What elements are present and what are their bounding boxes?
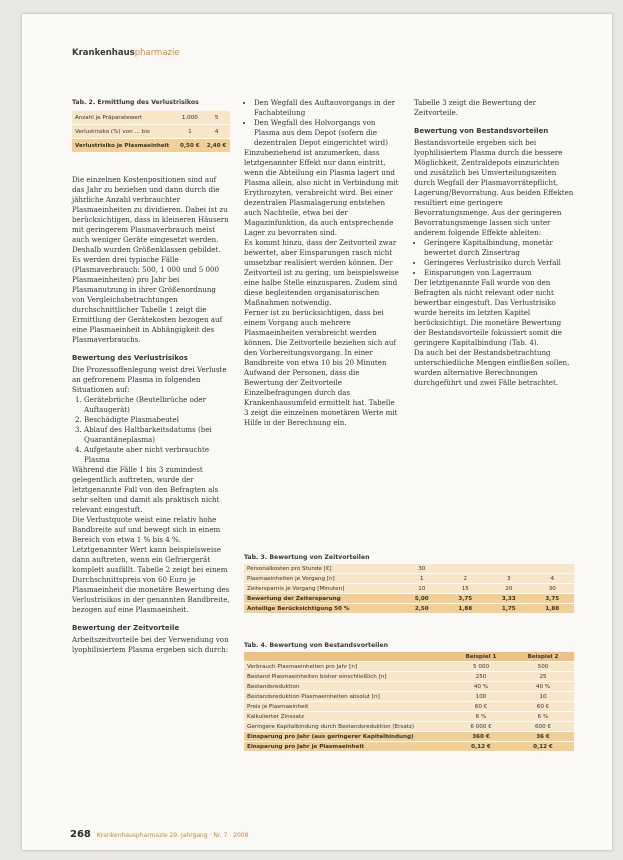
table-row [244, 584, 574, 594]
table4-block [244, 642, 574, 752]
page-footer [70, 829, 248, 840]
table-cell: 10 [512, 692, 574, 702]
table-row [244, 712, 574, 722]
list-item: • Den Wegfall des Auftauvorgangs in der Fachabteilung [254, 98, 400, 118]
bullet-list [244, 98, 400, 148]
table-cell: Verlustrisiko je Plasmaeinheit [72, 139, 176, 153]
table-cell: 1.000 [176, 111, 203, 125]
table-row [244, 702, 574, 712]
table-cell: Kalkulierter Zinssatz [244, 712, 450, 722]
table-cell: 100 [450, 692, 512, 702]
table-row [72, 139, 230, 153]
table-cell: Einsparung pro Jahr (aus geringerer Kapitalbindung) [244, 732, 450, 742]
table-cell: 30 [400, 564, 444, 574]
table-cell: 5 [203, 111, 230, 125]
table-cell [244, 652, 450, 662]
section-heading: Bewertung des Verlustrisikos [72, 354, 188, 362]
paragraph: Arbeitszeitvorteile bei der Verwendung von lyophilisiertem Plasma ergeben sich durch: [72, 635, 229, 654]
table3-block [244, 554, 574, 614]
table-cell: Bestandsreduktion [244, 682, 450, 692]
table-cell: 60 € [512, 702, 574, 712]
list-item: 2. Beschädigte Plasmabeutel [84, 415, 230, 425]
table-cell: 1 [400, 574, 444, 584]
table-row [72, 111, 230, 125]
table-cell: 600 € [512, 722, 574, 732]
column-header: Beispiel 1 [450, 652, 512, 662]
table-cell: Anzahl je Präparatewert [72, 111, 176, 125]
column-2 [244, 98, 400, 428]
table-row [244, 722, 574, 732]
paragraph: Es kommt hinzu, dass der Zeitvorteil zwar bewertet, aber Einsparungen rasch nicht umsetzbar realisiert werden können. Der Zeitvorteil ist zu gering, um beispielsweise eine halbe Stelle einzusparen. Zudem sind diese begleitenden organisatorischen Maßnahmen notwendig. [244, 238, 399, 307]
paragraph: Während die Fälle 1 bis 3 zumindest gelegentlich auftreten, wurde der letztgenannte Fall von den Befragten als sehr selten und damit als praktisch nicht relevant eingestuft. [72, 465, 220, 514]
table-cell: Geringere Kapitalbindung durch Bestandsreduktion (Ersatz) [244, 722, 450, 732]
table-cell: 2,40 € [203, 139, 230, 153]
list-item: 3. Ablauf des Haltbarkeitsdatums (bei Quarantäneplasma) [84, 425, 230, 445]
table-cell: 40 % [450, 682, 512, 692]
paragraph: Der letztgenannte Fall wurde von den Befragten als nicht relevant oder nicht bewertbar eingestuft. Das Verlustrisiko wurde bereits im letzten Kapitel berücksichtigt. Die monetäre Bewertung der Bestandsvorteile fokussiert somit die geringere Kapitalbindung (Tab. 4). [414, 278, 563, 347]
table-cell: 6 000 € [450, 722, 512, 732]
table-cell: 6 % [450, 712, 512, 722]
table-cell: 0,50 € [176, 139, 203, 153]
table-row [244, 662, 574, 672]
table-cell: 40 % [512, 682, 574, 692]
paragraph: Die Verlustquote weist eine relativ hohe Bandbreite auf und bewegt sich in einem Bereich von etwa 1 % bis 4 %. Letztgenannter Wert kann beispielsweise dann auftreten, wenn ein Gefriergerät komplett ausfällt. Tabelle 2 zeigt bei einem Durchschnittspreis von 60 Euro je Plasmaeinheit die monetäre Bewertung des Verlustrisikos in der genannten Bandbreite, bezogen auf eine Plasmaeinheit. [72, 515, 230, 614]
brand-main: Krankenhaus [72, 48, 135, 58]
table-header-row [244, 652, 574, 662]
paragraph: Die einzelnen Kostenpositionen sind auf das Jahr zu beziehen und dann durch die jährliche Anzahl verbrauchter Plasmaeinheiten zu dividieren. Dabei ist zu berücksichtigen, dass in kleineren Häusern mit geringerem Plasmaverbrauch meist auch weniger Geräte eingesetzt werden. Deshalb wurden Größenklassen gebildet. Es werden drei typische Fälle (Plasmaverbrauch: 500, 1 000 und 5 000 Plasmaeinheiten) pro Jahr bei Plasmanutzung in ihrer Größenordnung von Vergleichsbetrachtungen durchschnittlicher Tabelle 1 zeigt die Ermittlung der Gerätekosten bezogen auf eine Plasmaeinheit in Abhängigkeit des Plasmaverbrauchs. [72, 175, 229, 344]
table3 [244, 564, 574, 614]
table-cell: Bewertung der Zeitersparung [244, 594, 400, 604]
table-cell: Personalkosten pro Stunde [€] [244, 564, 400, 574]
table-cell: 5 000 [450, 662, 512, 672]
list-item: • Geringeres Verlustrisiko durch Verfall [424, 258, 574, 268]
column-header: Beispiel 2 [512, 652, 574, 662]
table-cell: 2,50 [400, 604, 444, 614]
table3-caption: Tab. 3. Bewertung von Zeitvorteilen [244, 554, 370, 561]
page-number: 268 [70, 829, 91, 840]
table-cell: 360 € [450, 732, 512, 742]
table-cell: 2 [444, 574, 488, 584]
table-cell [444, 564, 488, 574]
table-cell: 25 [512, 672, 574, 682]
table-cell: 3,33 [487, 594, 531, 604]
table-cell: Bestand Plasmaeinheiten bisher einschließlich [n] [244, 672, 450, 682]
journal-header [72, 48, 180, 58]
table-cell: 6 % [512, 712, 574, 722]
list-item: 1. Gerätebrüche (Beutelbrüche oder Auftaugerät) [84, 395, 230, 415]
table-cell: 4 [203, 125, 230, 139]
list-item: • Geringere Kapitalbindung, monetär bewertet durch Zinsertrag [424, 238, 574, 258]
table-row [244, 604, 574, 614]
column-3 [414, 98, 574, 388]
table-row [244, 564, 574, 574]
table4-caption: Tab. 4. Bewertung von Bestandsvorteilen [244, 642, 388, 649]
paragraph: Bestandsvorteile ergeben sich bei lyophilisiertem Plasma durch die bessere Möglichkeit, Zentraldepots einzurichten und zusätzlich bei Umverteilungszeiten durch Wegfall der Plasmavorrätepflicht, Lagerung/Bevorratung. Aus beiden Effekten resultiert eine geringere Bevorratungsmenge. Aus der geringeren Bevorratungsmenge lassen sich unter anderem folgende Effekte ableiten: [414, 138, 574, 237]
brand-accent: pharmazie [134, 48, 180, 58]
paragraph: Ferner ist zu berücksichtigen, dass bei einem Vorgang auch mehrere Plasmaeinheiten verabreicht werden können. Die Zeitvorteile beziehen sich auf den Vorbereitungsvorgang. In einer Bandbreite von etwa 10 bis 20 Minuten Aufwand der Personen, dass die Bewertung der Zeitvorteile Einzelbefragungen durch das Krankenhausumfeld ermittelt hat. Tabelle 3 zeigt die einzelnen monetären Werte mit Hilfe in der Berechnung ein. [244, 308, 398, 427]
table-cell: 15 [444, 584, 488, 594]
table-row [244, 732, 574, 742]
table-cell: 60 € [450, 702, 512, 712]
loss-list [72, 395, 230, 465]
table-cell: 36 € [512, 732, 574, 742]
table2 [72, 111, 230, 153]
table-cell: Anteilige Berücksichtigung 50 % [244, 604, 400, 614]
table-cell: 30 [531, 584, 575, 594]
table-row [72, 125, 230, 139]
table-cell: 3,75 [444, 594, 488, 604]
table-cell: 0,12 € [450, 742, 512, 752]
section-heading: Bewertung der Zeitvorteile [72, 624, 180, 632]
list-item: • Einsparungen von Lagerraum [424, 268, 574, 278]
journal-source: Krankenhauspharmazie 29. Jahrgang · Nr. 7 · 2008 [96, 832, 249, 839]
table-cell: 3,75 [531, 594, 575, 604]
table-cell: Verlustrisiko (%) von … bis [72, 125, 176, 139]
paragraph: Die Prozessoffenlegung weist drei Verluste an gefrorenem Plasma in folgenden Situationen auf: [72, 365, 227, 394]
section-heading: Bewertung von Bestandsvorteilen [414, 127, 549, 135]
table-row [244, 574, 574, 584]
table-cell: Preis je Plasmaeinheit [244, 702, 450, 712]
table-cell: Zeitersparnis je Vorgang [Minuten] [244, 584, 400, 594]
table-cell: Plasmaeinheiten je Vorgang [n] [244, 574, 400, 584]
table-cell: 1 [176, 125, 203, 139]
document-page [22, 14, 612, 850]
table-cell: Verbrauch Plasmaeinheiten pro Jahr [n] [244, 662, 450, 672]
table-cell: 20 [487, 584, 531, 594]
table-cell: 0,12 € [512, 742, 574, 752]
bullet-list [414, 238, 574, 278]
table-cell: 1,75 [487, 604, 531, 614]
paragraph: Einzubeziehend ist anzumerken, dass letztgenannter Effekt nur dann eintritt, wenn die Abteilung ein Plasma lagert und Plasma allein, also nicht in Verbindung mit Erythrozyten, verabreicht wird. Bei einer dezentralen Plasmalagerung entstehen auch Nachteile, etwa bei der Magazinfunktion, da auch entsprechende Lager zu bevorraten sind. [244, 148, 399, 237]
table-cell: 1,88 [531, 604, 575, 614]
column-1 [72, 98, 230, 655]
list-item: • Den Wegfall des Holvorgangs von Plasma aus dem Depot (sofern die dezentralen Depot eingerichtet wird) [254, 118, 400, 148]
table-cell [531, 564, 575, 574]
table-cell [487, 564, 531, 574]
table-cell: Einsparung pro Jahr je Plasmaeinheit [244, 742, 450, 752]
table-cell: Bestandsreduktion Plasmaeinheiten absolut [n] [244, 692, 450, 702]
table-cell: 500 [512, 662, 574, 672]
table-row [244, 672, 574, 682]
table-row [244, 692, 574, 702]
paragraph: Tabelle 3 zeigt die Bewertung der Zeitvorteile. [414, 98, 537, 117]
table-cell: 5,00 [400, 594, 444, 604]
list-item: 4. Aufgetaute aber nicht verbrauchte Plasma [84, 445, 230, 465]
table-row [244, 594, 574, 604]
table-cell: 10 [400, 584, 444, 594]
table-row [244, 682, 574, 692]
table4 [244, 652, 574, 752]
paragraph: Da auch bei der Bestandsbetrachtung unterschiedliche Mengen einfließen sollen, wurden alternative Berechnungen durchgeführt und zwei Fälle betrachtet. [414, 348, 570, 387]
table-cell: 1,88 [444, 604, 488, 614]
table-row [244, 742, 574, 752]
table-cell: 4 [531, 574, 575, 584]
table-cell: 250 [450, 672, 512, 682]
table-cell: 3 [487, 574, 531, 584]
table2-caption: Tab. 2. Ermittlung des Verlustrisikos [72, 99, 199, 106]
